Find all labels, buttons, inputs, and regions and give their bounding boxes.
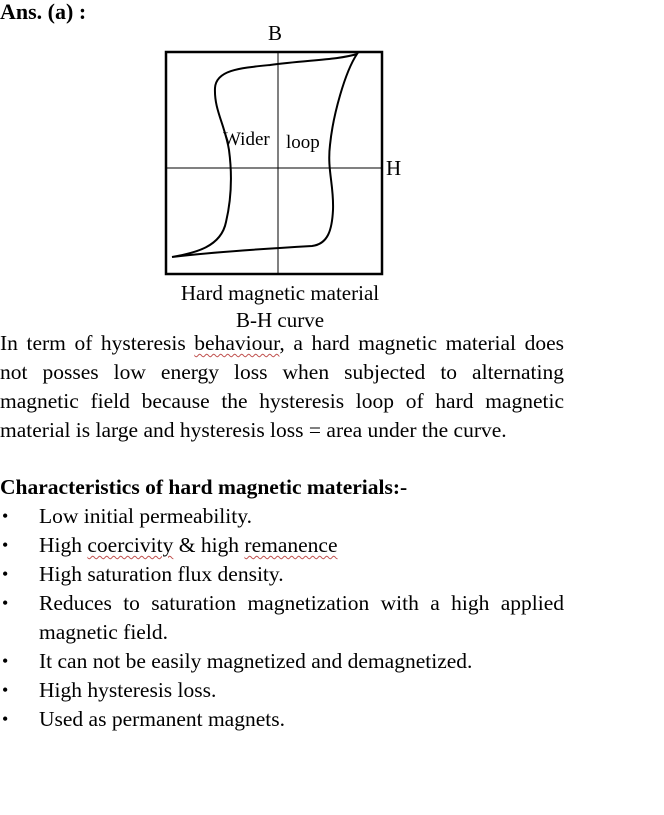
paragraph-spellcheck-word: behaviour [194, 331, 280, 355]
bullet-icon: • [2, 709, 9, 729]
plot-frame [166, 52, 382, 274]
list-item [0, 705, 564, 734]
paragraph-text-end: , a hard magnetic material does not posses low energy loss when subjected to alternating magnetic field because the hysteresis loop of hard magnetic material is large and hysteresis loss = area under the curve. [0, 331, 565, 442]
figure-caption-line2: B-H curve [235, 308, 325, 332]
bullet-icon: • [2, 564, 9, 584]
characteristics-list [0, 502, 564, 734]
list-item [0, 502, 564, 531]
b-axis-label: B [268, 21, 283, 45]
list-item [0, 531, 564, 560]
list-item-text: High hysteresis loss. [39, 678, 217, 702]
list-item [0, 647, 564, 676]
wider-label: Wider [223, 129, 270, 150]
hysteresis-paragraph [0, 329, 564, 445]
list-item-text: High saturation flux density. [39, 562, 284, 586]
bullet-icon: • [2, 535, 9, 555]
list-item-spellcheck-word: remanence [244, 533, 338, 557]
bullet-icon: • [2, 506, 9, 526]
h-axis-label: H [386, 156, 402, 180]
bullet-icon: • [2, 651, 9, 671]
answer-label: Ans. (a) : [0, 0, 87, 24]
list-item-spellcheck-word: coercivity [87, 533, 174, 557]
bullet-icon: • [2, 593, 9, 613]
list-item-text: & high [173, 533, 245, 557]
list-item [0, 589, 564, 647]
bullet-icon: • [2, 680, 9, 700]
list-item [0, 676, 564, 705]
figure-caption-line1: Hard magnetic material [180, 281, 380, 305]
characteristics-heading: Characteristics of hard magnetic materials:- [0, 475, 408, 499]
list-item [0, 560, 564, 589]
list-item-text: It can not be easily magnetized and demagnetized. [39, 649, 473, 673]
hysteresis-loop [172, 54, 357, 257]
list-item-text: Reduces to saturation magnetization with a high applied magnetic field. [39, 591, 564, 644]
paragraph-text-start: In term of hysteresis [0, 331, 195, 355]
loop-label: loop [286, 132, 320, 153]
bh-curve-figure [0, 0, 664, 335]
list-item-text: Low initial permeability. [39, 504, 252, 528]
list-item-text: High [39, 533, 88, 557]
list-item-text: Used as permanent magnets. [39, 707, 285, 731]
